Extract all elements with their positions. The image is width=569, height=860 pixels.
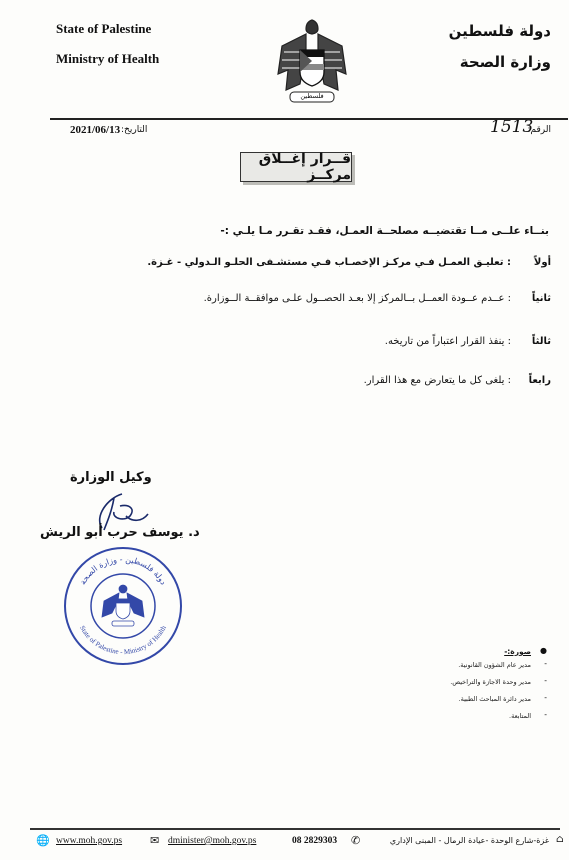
- date-label: التاريخ:: [121, 125, 148, 135]
- ministry-name-ar: وزارة الصحة: [459, 53, 551, 71]
- official-stamp: [62, 545, 184, 667]
- svg-text:State of Palestine - Ministry: [78, 624, 168, 656]
- stamp-top-text: دولة فلسطين - وزارة الصحة: [78, 554, 168, 587]
- svg-text:دولة فلسطين - وزارة الصحة: [78, 555, 168, 587]
- stamp-bottom-text: State of Palestine - Ministry of Health: [78, 624, 168, 657]
- cc-item: مدير عام الشؤون القانونية.: [458, 661, 531, 669]
- footer-email[interactable]: dminister@moh.gov.ps: [168, 836, 257, 846]
- ministry-name-en: Ministry of Health: [56, 51, 160, 66]
- cc-dash: -: [544, 710, 547, 719]
- decision-title: قــرار إغــلاق مركــز: [240, 152, 352, 182]
- signatory-name: د. يوسف حرب أبو الريش: [40, 525, 200, 540]
- clause-4-label: رابعاً: [528, 375, 551, 386]
- date-value: 2021/06/13: [70, 124, 121, 136]
- cc-item: مدير دائرة المباحث الطبية.: [458, 695, 531, 703]
- number-label: الرقم:: [527, 125, 551, 135]
- footer-divider: [30, 828, 560, 830]
- globe-icon: 🌐: [36, 834, 50, 847]
- header-divider: [50, 118, 568, 120]
- clause-4-text: : يلغى كل ما يتعارض مع هذا القرار.: [363, 375, 511, 386]
- clause-3-label: ثالثاً: [531, 336, 551, 347]
- intro-text: بنــاء علــى مــا تقتضيــه مصلحــة العمـل، فقـد تقـرر مـا يلـي :-: [220, 225, 549, 237]
- number-value: 1513: [490, 117, 534, 137]
- clause-1-label: أولاً: [533, 257, 551, 268]
- cc-item: مدير وحدة الاجازة والتراخيص.: [450, 678, 531, 686]
- clause-1-text: : تعليـق العمـل فـي مركـز الإخصـاب فـي مستشـفى الحلـو الـدولي - غـزة.: [147, 257, 511, 268]
- footer-phone: 08 2829303: [292, 836, 338, 846]
- clause-3-text: : ينفذ القرار اعتباراً من تاريخه.: [384, 336, 511, 347]
- footer-website[interactable]: www.moh.gov.ps: [56, 836, 123, 846]
- clause-2-text: : عــدم عــودة العمــل بــالمركز إلا بعـد الحصــول علـى موافقــة الــوزارة.: [203, 293, 511, 304]
- cc-heading: صورة:-: [504, 647, 531, 656]
- mail-icon: ✉: [150, 834, 160, 847]
- cc-dash: -: [544, 659, 547, 668]
- clause-2-label: ثانياً: [531, 293, 551, 304]
- state-name-ar: دولة فلسطين: [448, 22, 551, 40]
- cc-item: المتابعة.: [509, 712, 531, 720]
- signatory-role: وكيل الوزارة: [70, 470, 152, 485]
- location-icon: ⌂: [556, 834, 564, 845]
- state-name-en: State of Palestine: [56, 21, 152, 36]
- eagle-emblem-icon: [272, 12, 352, 112]
- emblem-banner-text: فلسطين: [300, 92, 324, 100]
- phone-icon: ✆: [351, 834, 361, 847]
- cc-bullet: ●: [540, 646, 547, 655]
- footer-address: غزة-شارع الوحدة -عيادة الرمال - المبنى الإداري: [389, 836, 549, 845]
- cc-dash: -: [544, 693, 547, 702]
- cc-dash: -: [544, 676, 547, 685]
